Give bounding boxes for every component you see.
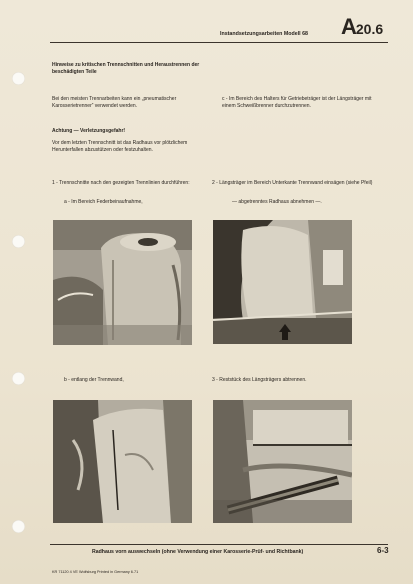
header-title: Instandsetzungsarbeiten Modell 68 [220, 31, 309, 37]
page-number: 6-3 [377, 546, 389, 555]
step-1a-text: a - Im Bereich Federbeinaufnahme, [64, 199, 143, 205]
punch-hole [12, 520, 25, 533]
footer-title: Radhaus vorn auswechseln (ohne Verwendung einer Karosserie-Prüf- und Richtbank) [92, 549, 304, 555]
caption-3: 3 - Reststück des Längsträgers abtrennen. [212, 377, 307, 383]
punch-hole [12, 235, 25, 248]
imprint: KR 71120 4 VE Wolfsburg Printed in Germany 6.71 [52, 570, 139, 574]
step-2-text: 2 - Längsträger im Bereich Unterkante Trennwand einsägen (siehe Pfeil) [212, 180, 373, 186]
punch-hole [12, 72, 25, 85]
warning-title: Achtung — Verletzungsgefahr! [52, 128, 126, 134]
intro-text: Bei den meisten Trennarbeiten kann ein „pneumatischer Karosserietrenner“ verwendet werden. [52, 96, 177, 109]
caption-b: b - entlang der Trennwand, [64, 377, 124, 383]
photo-strut-tower [53, 220, 192, 345]
step-1-text: 1 - Trennschnitte nach den gezeigten Trennlinien durchführen: [52, 180, 190, 186]
photo-side-member [213, 400, 352, 523]
photo-separating-wall [53, 400, 192, 523]
footer-rule [50, 544, 388, 545]
step-2b-text: — abgetrenntes Radhaus abnehmen —. [232, 199, 322, 205]
item-c-text: c - Im Bereich des Halters für Getriebeträger ist der Längsträger mit einem Schweißbrenner durchzutrennen. [222, 96, 372, 109]
warning-text: Vor dem letzten Trennschnitt ist das Radhaus vor plötzlichem Herunterfallen abzustützen oder festzuhalten. [52, 140, 188, 153]
punch-hole [12, 372, 25, 385]
header-rule [50, 42, 388, 43]
section-heading: Hinweise zu kritischen Trennschnitten und Heraustrennen der beschädigten Teile [52, 62, 200, 75]
section-code: A20.6 [341, 14, 384, 39]
photo-wheel-house [213, 220, 352, 344]
